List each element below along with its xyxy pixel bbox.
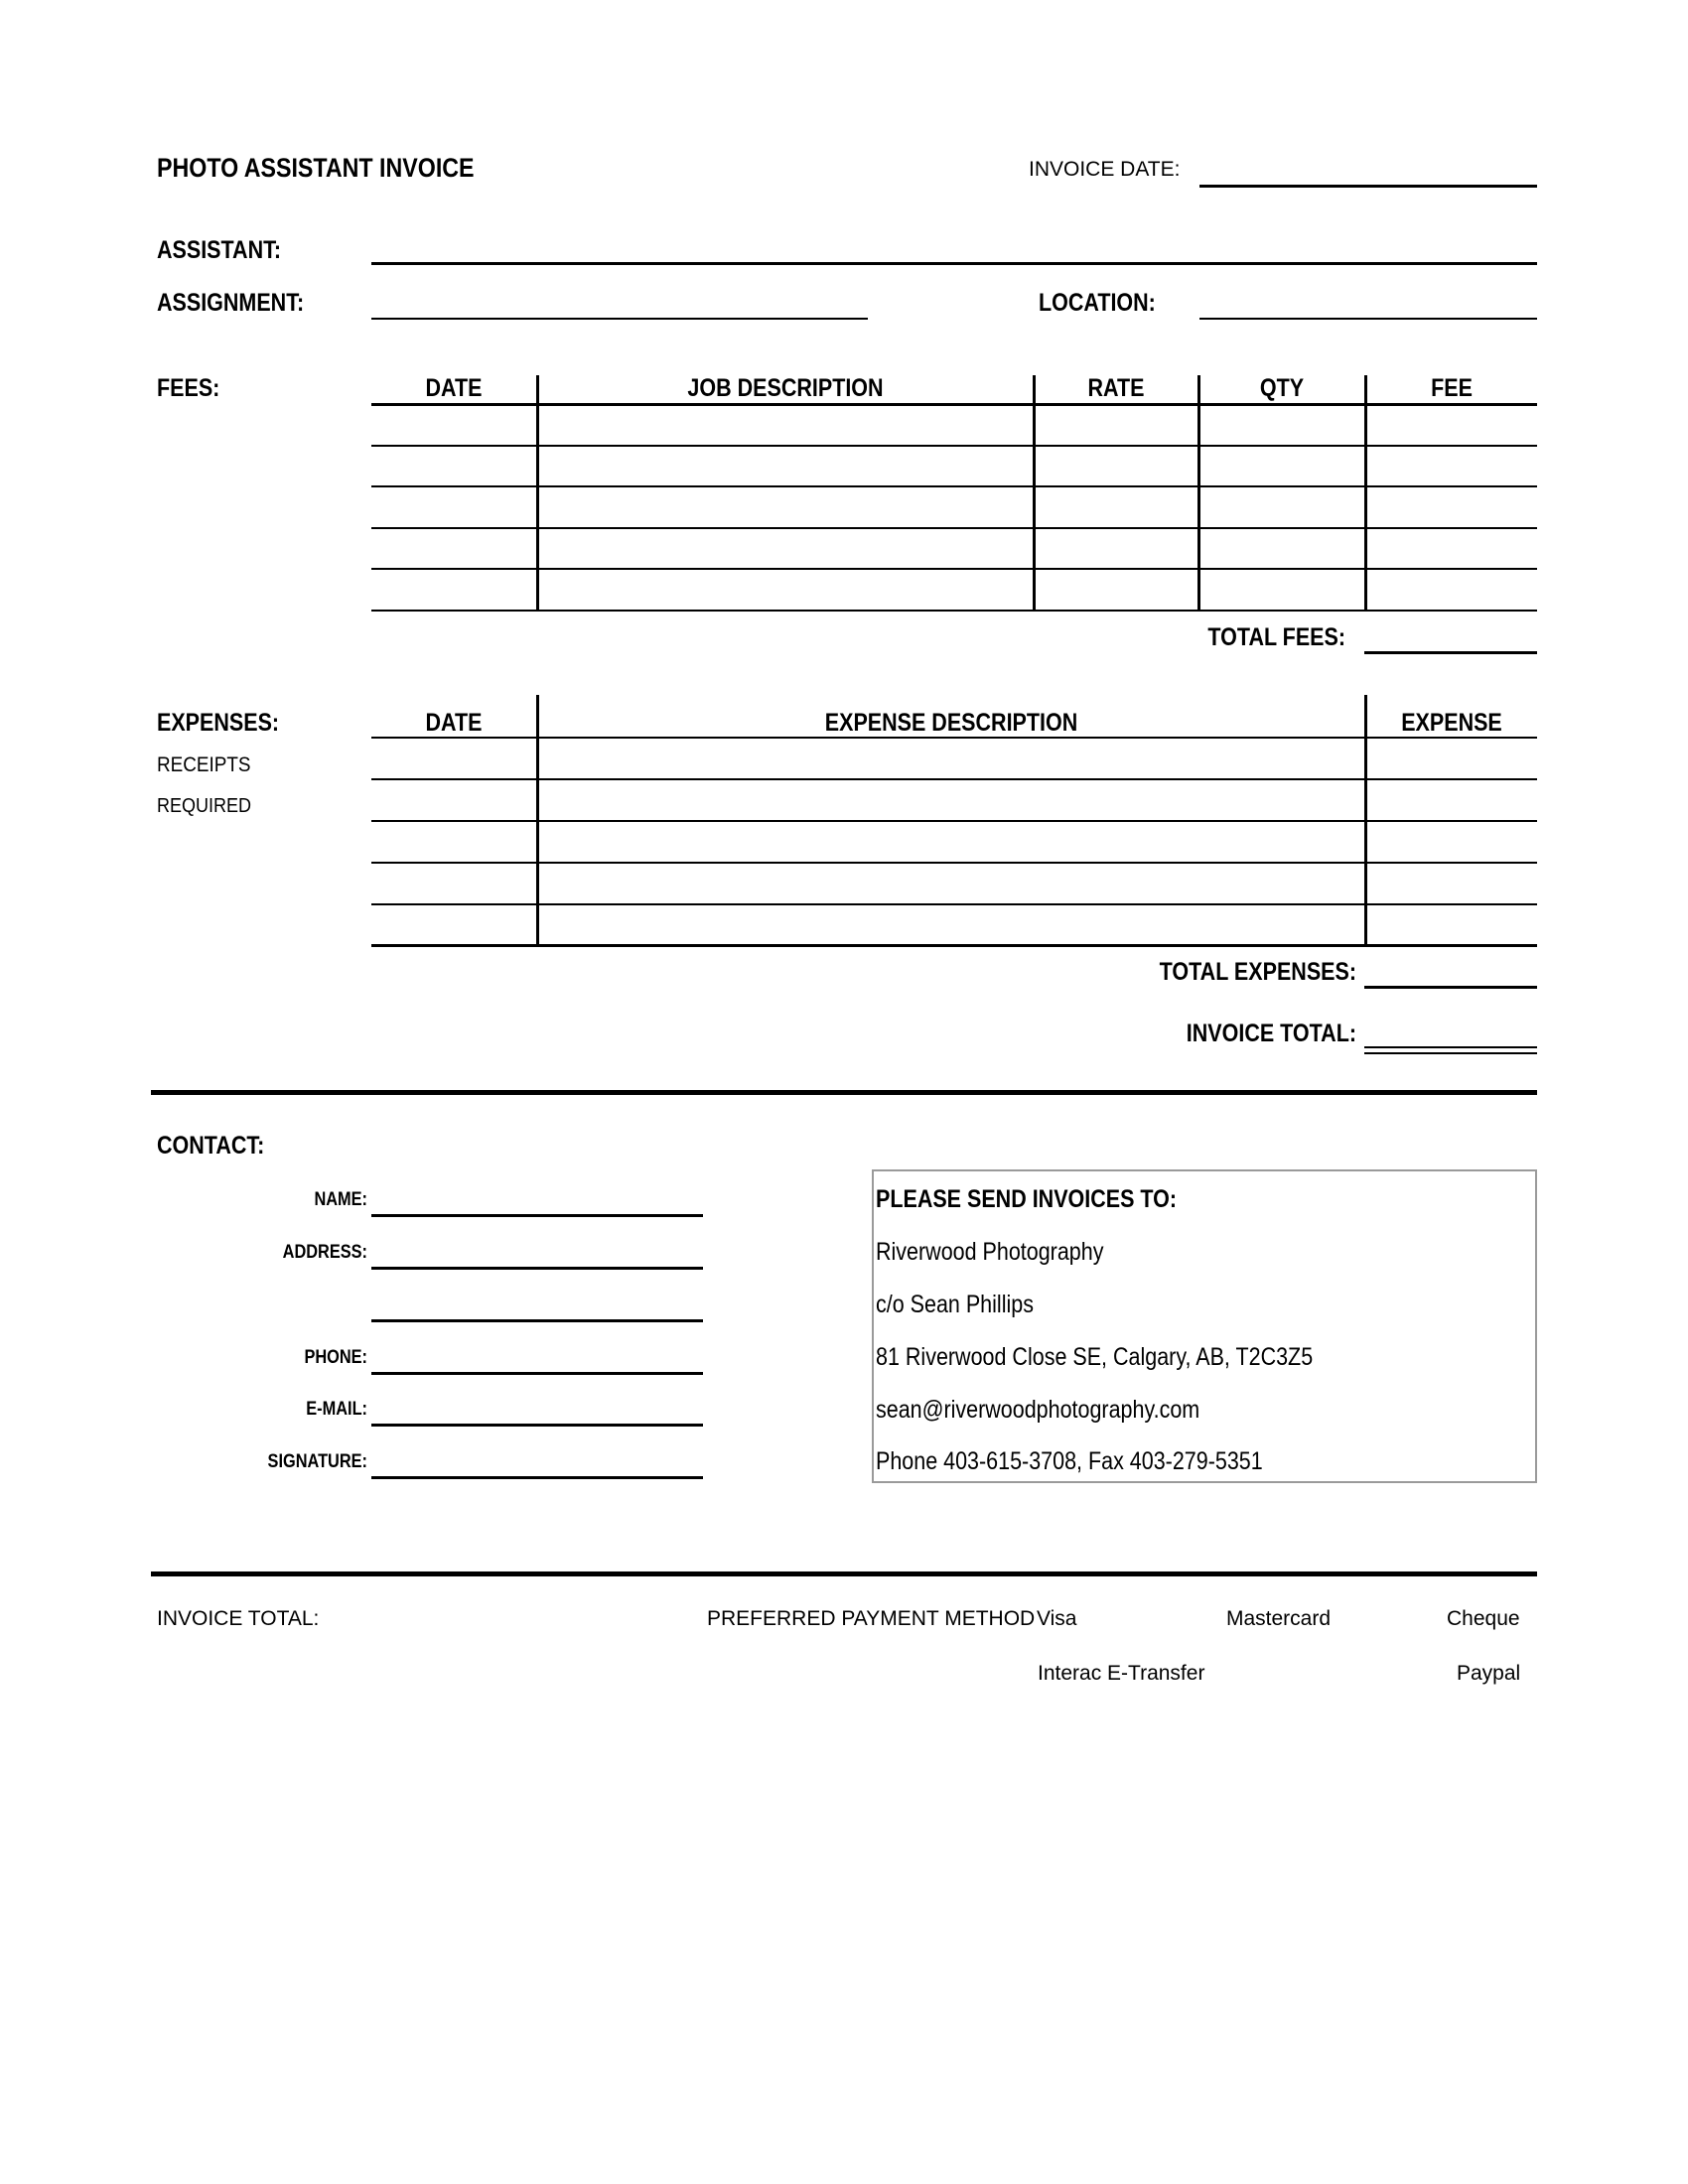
receipts-note: RECEIPTS: [157, 753, 251, 776]
payment-option-interac[interactable]: Interac E-Transfer: [1038, 1662, 1205, 1685]
fees-row-line[interactable]: [371, 445, 1537, 447]
location-field[interactable]: [1199, 318, 1537, 320]
fees-col-rate: RATE: [1087, 374, 1145, 402]
page-title: PHOTO ASSISTANT INVOICE: [157, 153, 475, 183]
send-phone-fax: Phone 403-615-3708, Fax 403-279-5351: [876, 1447, 1263, 1475]
email-label: E-MAIL:: [306, 1399, 367, 1420]
fees-col-date: DATE: [425, 374, 483, 402]
address-field-line1[interactable]: [371, 1267, 703, 1270]
expenses-label: EXPENSES:: [157, 709, 280, 737]
expenses-row-line[interactable]: [371, 903, 1537, 905]
section-separator: [151, 1090, 1537, 1095]
fees-divider: [536, 375, 539, 610]
fees-divider: [1033, 375, 1036, 610]
assignment-field[interactable]: [371, 318, 868, 320]
fees-row-line[interactable]: [371, 610, 1537, 612]
payment-option-paypal[interactable]: Paypal: [1457, 1662, 1521, 1685]
signature-label: SIGNATURE:: [267, 1451, 367, 1472]
signature-field[interactable]: [371, 1476, 703, 1479]
name-label: NAME:: [314, 1189, 367, 1210]
invoice-total-field[interactable]: [1364, 1046, 1537, 1048]
footer-invoice-total-label: INVOICE TOTAL:: [157, 1607, 320, 1630]
expenses-col-expense: EXPENSE: [1401, 709, 1502, 737]
expenses-col-description: EXPENSE DESCRIPTION: [824, 709, 1078, 737]
total-expenses-label: TOTAL EXPENSES:: [1159, 958, 1356, 986]
invoice-total-double-rule: [1364, 1052, 1537, 1054]
fees-col-fee: FEE: [1431, 374, 1473, 402]
fees-row-line[interactable]: [371, 485, 1537, 487]
total-fees-field[interactable]: [1364, 651, 1537, 654]
fees-row-line[interactable]: [371, 527, 1537, 529]
payment-method-label: PREFERRED PAYMENT METHOD: [707, 1607, 1036, 1630]
fees-header-rule: [371, 403, 1537, 406]
name-field[interactable]: [371, 1214, 703, 1217]
assistant-field[interactable]: [371, 262, 1537, 265]
fees-col-job-description: JOB DESCRIPTION: [687, 374, 884, 402]
send-address: 81 Riverwood Close SE, Calgary, AB, T2C3Z5: [876, 1343, 1314, 1371]
total-fees-label: TOTAL FEES:: [1207, 623, 1345, 651]
invoice-date-field[interactable]: [1199, 185, 1537, 188]
send-invoices-box: [872, 1169, 1537, 1483]
required-note: REQUIRED: [157, 795, 252, 817]
fees-divider: [1197, 375, 1200, 610]
send-invoices-title: PLEASE SEND INVOICES TO:: [876, 1185, 1178, 1213]
assignment-label: ASSIGNMENT:: [157, 289, 305, 317]
send-contact-person: c/o Sean Phillips: [876, 1291, 1034, 1318]
fees-label: FEES:: [157, 374, 220, 402]
invoice-date-label: INVOICE DATE:: [1029, 158, 1181, 181]
payment-option-cheque[interactable]: Cheque: [1447, 1607, 1520, 1630]
expenses-col-date: DATE: [425, 709, 483, 737]
expenses-row-line[interactable]: [371, 778, 1537, 780]
expenses-row-line[interactable]: [371, 944, 1537, 947]
expenses-header-rule: [371, 737, 1537, 739]
location-label: LOCATION:: [1039, 289, 1156, 317]
payment-option-visa[interactable]: Visa: [1037, 1607, 1077, 1630]
send-email: sean@riverwoodphotography.com: [876, 1396, 1200, 1424]
contact-label: CONTACT:: [157, 1132, 265, 1160]
invoice-total-label: INVOICE TOTAL:: [1186, 1020, 1356, 1047]
expenses-row-line[interactable]: [371, 862, 1537, 864]
address-field-line2[interactable]: [371, 1319, 703, 1322]
assistant-label: ASSISTANT:: [157, 236, 282, 264]
send-company: Riverwood Photography: [876, 1238, 1104, 1266]
payment-option-mastercard[interactable]: Mastercard: [1226, 1607, 1332, 1630]
email-field[interactable]: [371, 1424, 703, 1427]
address-label: ADDRESS:: [282, 1242, 367, 1263]
fees-divider: [1364, 375, 1367, 610]
phone-label: PHONE:: [304, 1347, 367, 1368]
total-expenses-field[interactable]: [1364, 986, 1537, 989]
phone-field[interactable]: [371, 1372, 703, 1375]
expenses-row-line[interactable]: [371, 820, 1537, 822]
fees-col-qty: QTY: [1259, 374, 1305, 402]
fees-row-line[interactable]: [371, 568, 1537, 570]
footer-separator: [151, 1571, 1537, 1576]
